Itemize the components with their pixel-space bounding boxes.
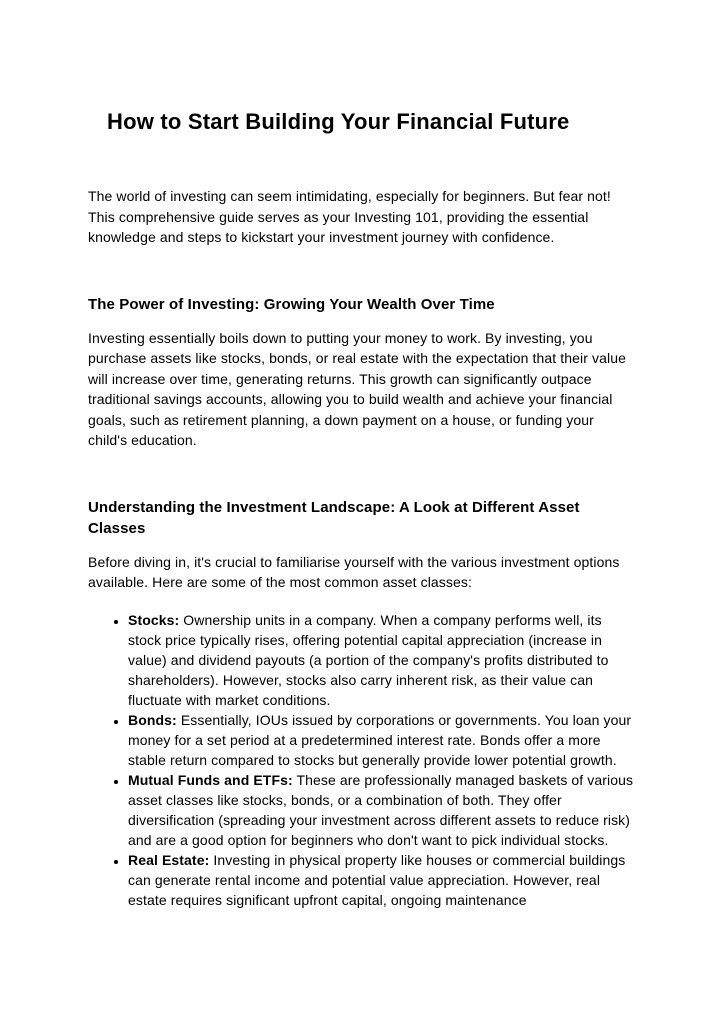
- list-item-real-estate: [128, 850, 634, 910]
- asset-class-description: Essentially, IOUs issued by corporations or governments. You loan your money for a set period at a predetermined interest rate. Bonds offer a more stable return compared to stocks but generally provide lower potential growth.: [128, 711, 632, 768]
- asset-class-description: These are professionally managed baskets of various asset classes like stocks, bonds, or a combination of both. They offer diversification (spreading your investment across different assets to reduce risk) and are a good option for beginners who don't want to pick individual stocks.: [128, 771, 634, 848]
- section-heading-investment-landscape: Understanding the Investment Landscape: A Look at Different Asset Classes: [88, 498, 580, 537]
- asset-class-description: Ownership units in a company. When a company performs well, its stock price typically rises, offering potential capital appreciation (increase in value) and dividend payouts (a portion of the company's profits distributed to shareholders). However, stocks also carry inherent risk, as their value can fluctuate with market conditions.: [128, 611, 609, 708]
- list-item-stocks: [128, 610, 634, 710]
- asset-class-term: Bonds:: [128, 711, 177, 728]
- section-heading-power-of-investing: The Power of Investing: Growing Your Wealth Over Time: [88, 295, 495, 313]
- asset-class-description: Investing in physical property like houses or commercial buildings can generate rental income and potential value appreciation. However, real estate requires significant upfront capital, ongoing maintenance: [128, 851, 626, 908]
- document-title: How to Start Building Your Financial Future: [107, 109, 570, 134]
- asset-class-list: [88, 610, 634, 910]
- list-item-mutual-funds-etfs: [128, 770, 634, 850]
- intro-paragraph: The world of investing can seem intimidating, especially for beginners. But fear not! This comprehensive guide serves as your Investing 101, providing the essential knowledge and steps to kickstart your investment journey with confidence.: [88, 188, 611, 245]
- section-paragraph-power-of-investing: Investing essentially boils down to putting your money to work. By investing, you purchase assets like stocks, bonds, or real estate with the expectation that their value will increase over time, generating returns. This growth can significantly outpace traditional savings accounts, allowing you to build wealth and achieve your financial goals, such as retirement planning, a down payment on a house, or funding your child's education.: [88, 329, 626, 448]
- asset-class-term: Stocks:: [128, 611, 180, 628]
- asset-class-term: Real Estate:: [128, 851, 210, 868]
- list-item-bonds: [128, 710, 634, 770]
- asset-class-term: Mutual Funds and ETFs:: [128, 771, 293, 788]
- section-paragraph-investment-landscape: Before diving in, it's crucial to familiarise yourself with the various investment options available. Here are some of the most common asset classes:: [88, 553, 620, 590]
